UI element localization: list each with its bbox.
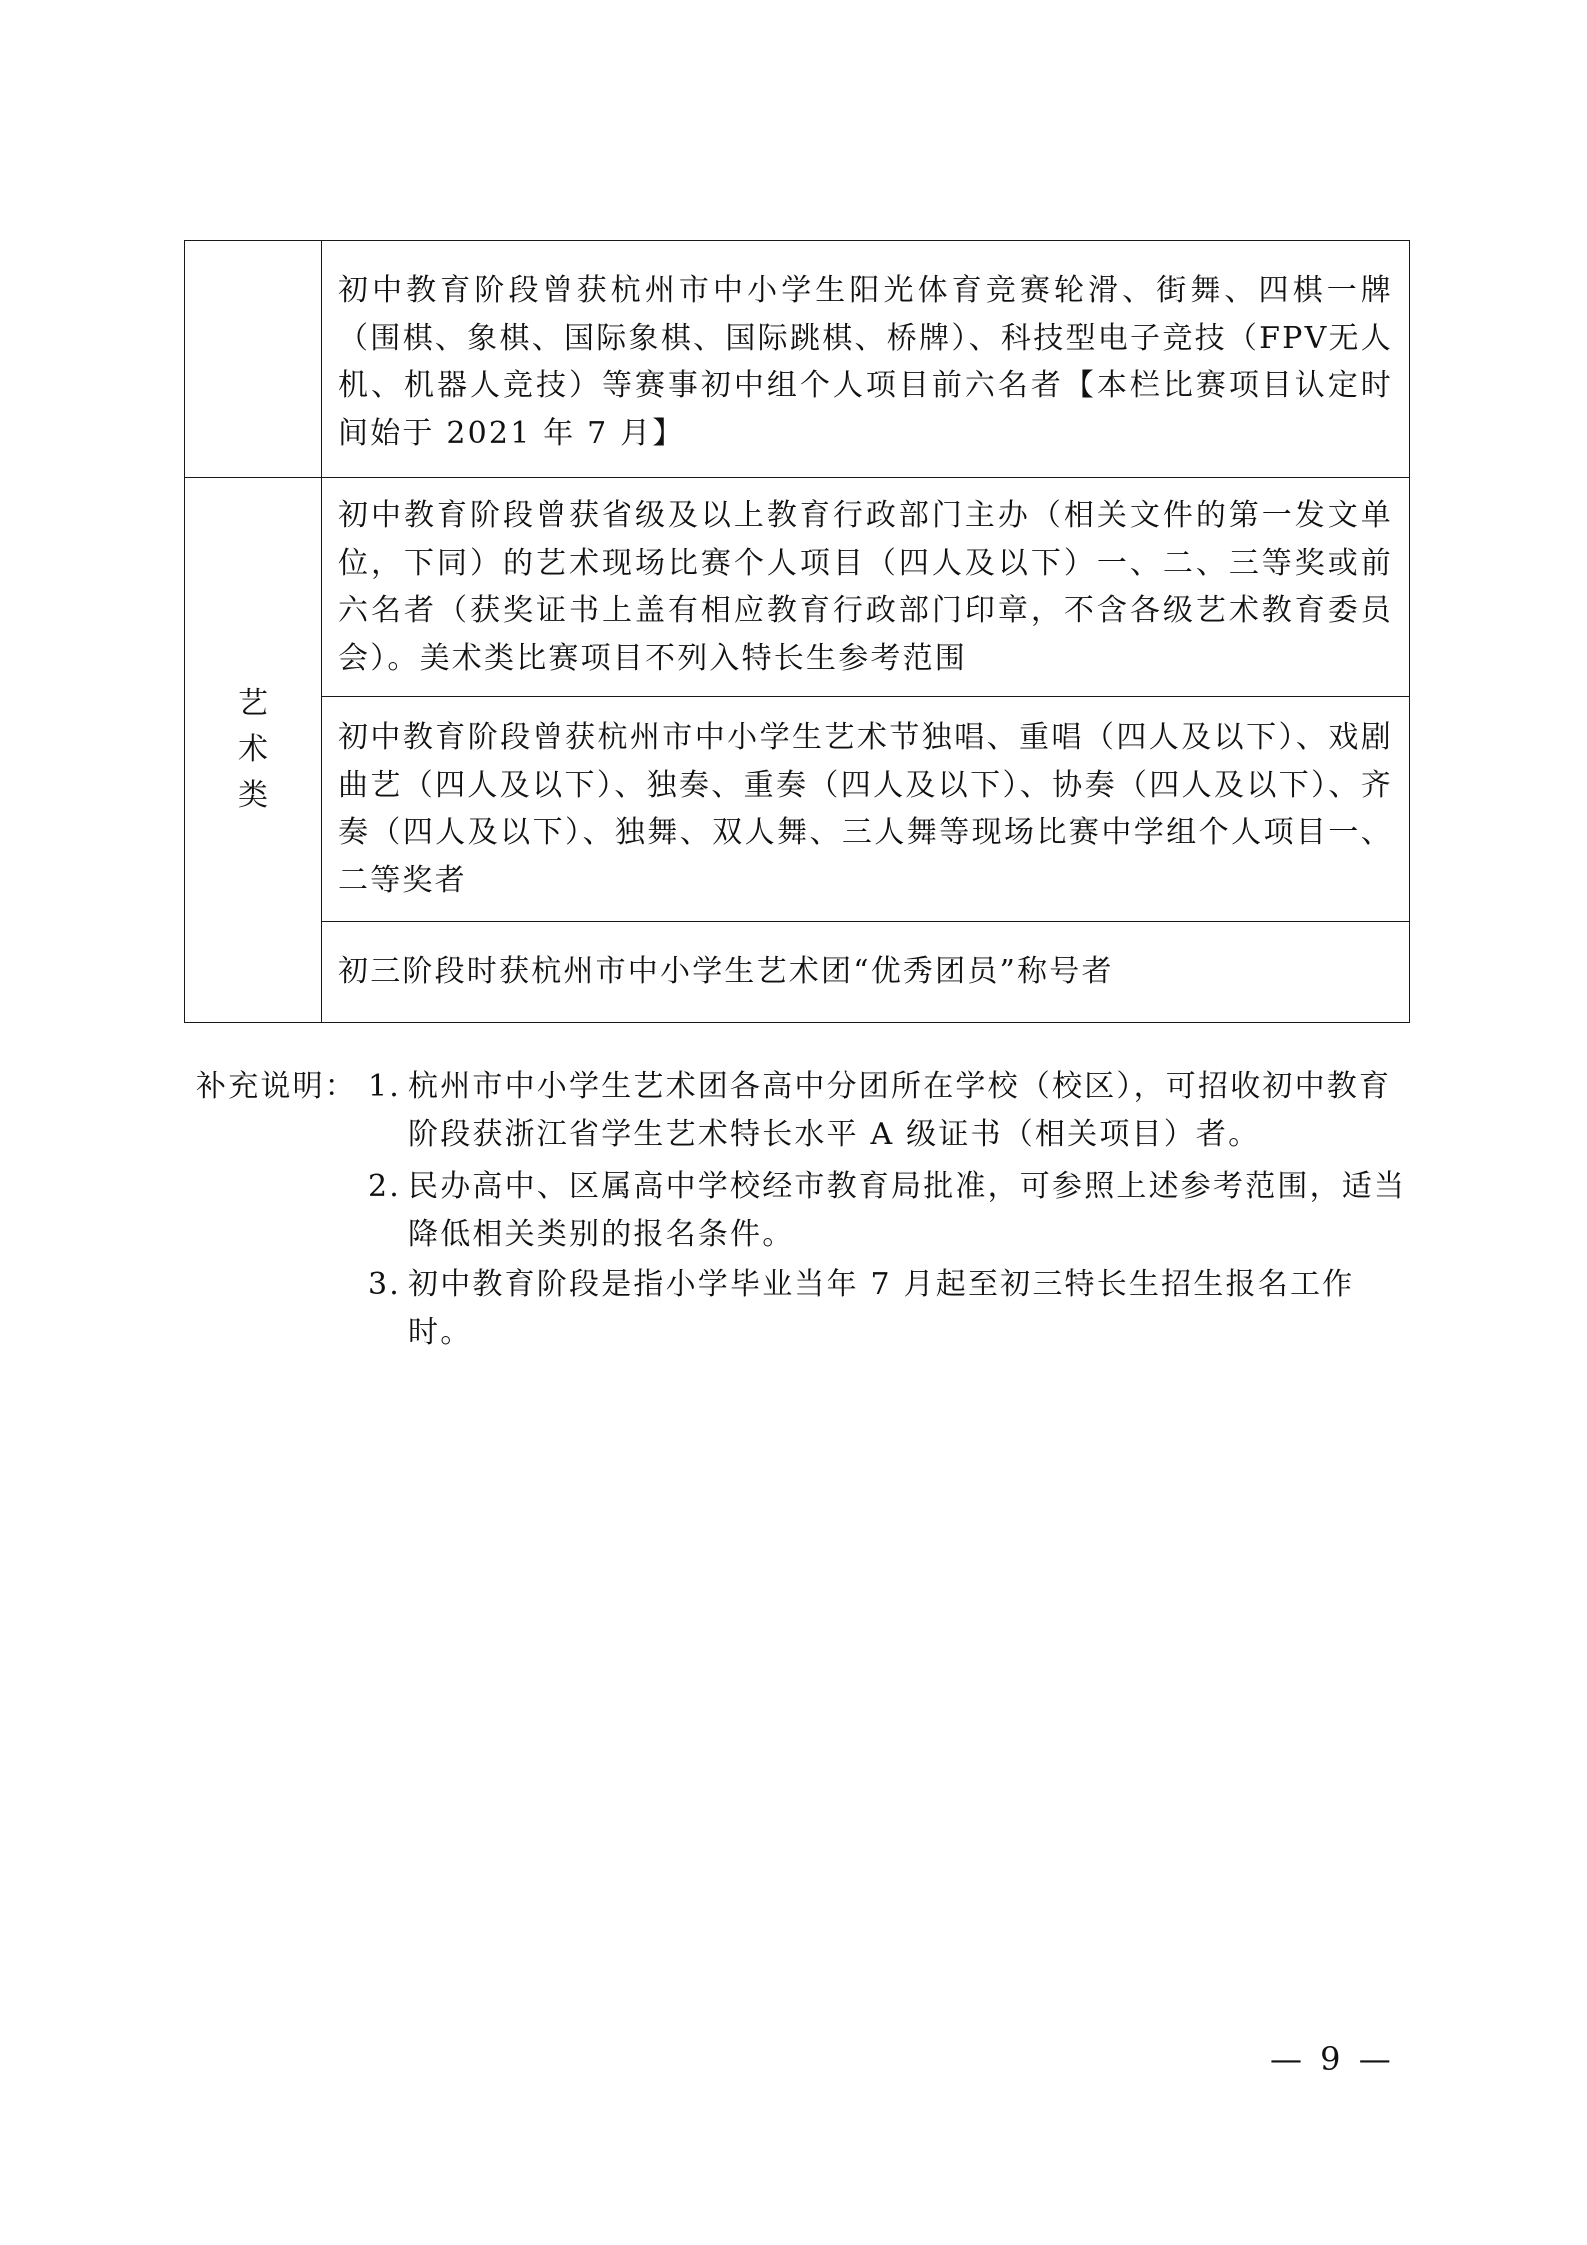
table-row — [185, 922, 1410, 1023]
page-number: — 9 — — [1270, 2040, 1395, 2078]
note-text: 杭州市中小学生艺术团各高中分团所在学校（校区），可招收初中教育阶段获浙江省学生艺术特长水平 A 级证书（相关项目）者。 — [408, 1069, 1392, 1152]
note-number: 2. — [368, 1169, 402, 1204]
category-label: 艺术类 — [238, 686, 268, 813]
note-text: 初中教育阶段是指小学毕业当年 7 月起至初三特长生招生报名工作时。 — [408, 1267, 1355, 1350]
table-row — [185, 697, 1410, 922]
table-row — [185, 478, 1410, 697]
note-number: 1. — [368, 1069, 402, 1104]
criteria-text: 初三阶段时获杭州市中小学生艺术团“优秀团员”称号者 — [322, 922, 1410, 1023]
criteria-table — [184, 240, 1410, 1023]
note-number: 3. — [368, 1267, 402, 1302]
category-cell-art — [185, 478, 322, 1023]
note-item — [368, 1261, 1408, 1357]
category-cell-empty — [185, 241, 322, 478]
note-item — [368, 1163, 1408, 1259]
table-row — [185, 241, 1410, 478]
note-text: 民办高中、区属高中学校经市教育局批准，可参照上述参考范围，适当降低相关类别的报名条件。 — [408, 1169, 1407, 1252]
criteria-text: 初中教育阶段曾获省级及以上教育行政部门主办（相关文件的第一发文单位，下同）的艺术现场比赛个人项目（四人及以下）一、二、三等奖或前六名者（获奖证书上盖有相应教育行政部门印章，不含各级艺术教育委员会）。美术类比赛项目不列入特长生参考范围 — [322, 478, 1410, 697]
criteria-text: 初中教育阶段曾获杭州市中小学生阳光体育竞赛轮滑、街舞、四棋一牌（围棋、象棋、国际象棋、国际跳棋、桥牌）、科技型电子竞技（FPV无人机、机器人竞技）等赛事初中组个人项目前六名者【本栏比赛项目认定时间始于 2021 年 7 月】 — [322, 241, 1410, 478]
criteria-text: 初中教育阶段曾获杭州市中小学生艺术节独唱、重唱（四人及以下）、戏剧曲艺（四人及以下）、独奏、重奏（四人及以下）、协奏（四人及以下）、齐奏（四人及以下）、独舞、双人舞、三人舞等现场比赛中学组个人项目一、二等奖者 — [322, 697, 1410, 922]
supplement-heading: 补充说明： — [196, 1069, 357, 1104]
note-item — [368, 1063, 1408, 1159]
